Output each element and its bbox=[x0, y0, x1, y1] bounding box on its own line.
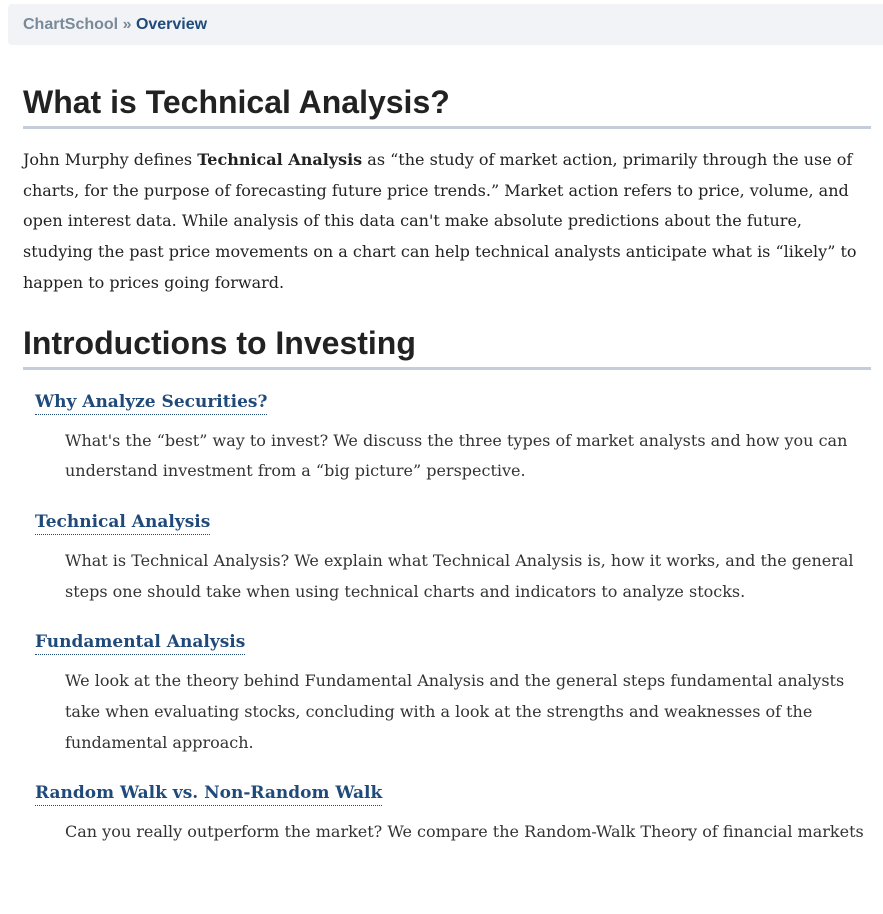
main-content bbox=[23, 80, 871, 871]
page-title: What is Technical Analysis? bbox=[23, 84, 871, 129]
list-item bbox=[35, 390, 871, 487]
article-description: What is Technical Analysis? We explain what Technical Analysis is, how it works, and the general steps one should take when using technical charts and indicators to analyze stocks. bbox=[65, 550, 854, 601]
list-item bbox=[35, 510, 871, 607]
breadcrumb bbox=[8, 4, 883, 45]
list-item bbox=[35, 781, 871, 848]
article-description: What's the “best” way to invest? We discuss the three types of market analysts and how you can understand investment from a “big picture” perspective. bbox=[65, 430, 848, 481]
breadcrumb-separator: » bbox=[122, 16, 132, 33]
intro-text-rest: as “the study of market action, primarily through the use of charts, for the purpose of forecasting future price trends.” Market action refers to price, volume, and open interest data. While analysis of this data can't make absolute predictions about the future, studying the past price movements on a chart can help technical analysts anticipate what is “likely” to happen to prices going forward. bbox=[23, 150, 857, 292]
intro-paragraph bbox=[23, 145, 871, 299]
article-description: Can you really outperform the market? We compare the Random-Walk Theory of financial markets bbox=[65, 822, 864, 842]
article-link[interactable]: Fundamental Analysis bbox=[35, 630, 245, 655]
article-link[interactable]: Why Analyze Securities? bbox=[35, 390, 267, 415]
breadcrumb-current: Overview bbox=[135, 16, 208, 33]
article-link[interactable]: Technical Analysis bbox=[35, 510, 210, 535]
article-description: We look at the theory behind Fundamental Analysis and the general steps fundamental analysts take when evaluating stocks, concluding with a look at the strengths and weaknesses of the fundamental approach. bbox=[65, 671, 845, 752]
intro-bold-term: Technical Analysis bbox=[197, 150, 363, 169]
intro-text: John Murphy defines bbox=[23, 150, 198, 169]
article-link[interactable]: Random Walk vs. Non-Random Walk bbox=[35, 781, 382, 806]
list-item bbox=[35, 630, 871, 758]
breadcrumb-home-link[interactable]: ChartSchool bbox=[23, 16, 119, 33]
section-heading: Introductions to Investing bbox=[23, 325, 871, 370]
